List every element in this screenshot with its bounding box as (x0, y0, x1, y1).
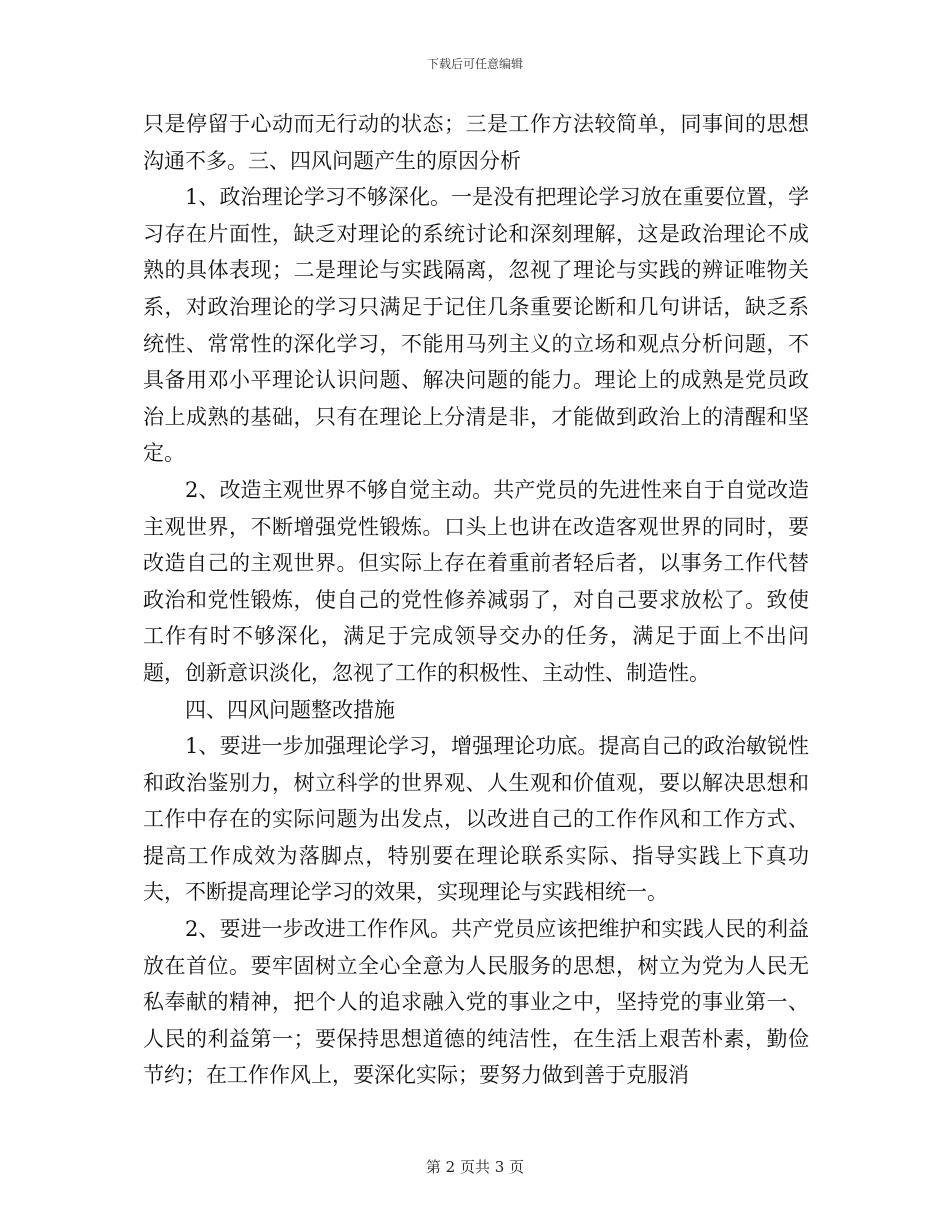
paragraph-cause-2: 2、改造主观世界不够自觉主动。共产党员的先进性来自于自觉改造主观世界，不断增强党性锻炼。口头上也讲在改造客观世界的同时，要改造自己的主观世界。但实际上存在着重前者轻后者，以事务工作代替政治和党性锻炼，使自己的党性修养减弱了，对自己要求放松了。致使工作有时不够深化，满足于完成领导交办的任务，满足于面上不出问题，创新意识淡化，忽视了工作的积极性、主动性、制造性。 (143, 477, 809, 685)
paragraph-measure-1: 1、要进一步加强理论学习，增强理论功底。提高自己的政治敏锐性和政治鉴别力，树立科学的世界观、人生观和价值观，要以解决思想和工作中存在的实际问题为出发点，以改进自己的工作作风和工作方式、提高工作成效为落脚点，特别要在理论联系实际、指导实践上下真功夫，不断提高理论学习的效果，实现理论与实践相统一。 (143, 734, 809, 905)
paragraph-measure-2: 2、要进一步改进工作作风。共产党员应该把维护和实践人民的利益放在首位。要牢固树立全心全意为人民服务的思想，树立为党为人民无私奉献的精神，把个人的追求融入党的事业之中，坚持党的事业第一、人民的利益第一；要保持思想道德的纯洁性，在生活上艰苦朴素，勤俭节约；在工作作风上，要深化实际；要努力做到善于克服消 (143, 917, 809, 1088)
section-heading-rectification: 四、四风问题整改措施 (185, 697, 395, 722)
paragraph-continuation: 只是停留于心动而无行动的状态；三是工作方法较简单，同事间的思想沟通不多。三、四风问题产生的原因分析 (143, 112, 809, 173)
document-body (143, 106, 809, 1094)
paragraph-cause-1: 1、政治理论学习不够深化。一是没有把理论学习放在重要位置，学习存在片面性，缺乏对理论的系统讨论和深刻理解，这是政治理论不成熟的具体表现；二是理论与实践隔离，忽视了理论与实践的辨证唯物关系，对政治理论的学习只满足于记住几条重要论断和几句讲话，缺乏系统性、常常性的深化学习，不能用马列主义的立场和观点分析问题，不具备用邓小平理论认识问题、解决问题的能力。理论上的成熟是党员政治上成熟的基础，只有在理论上分清是非，才能做到政治上的清醒和坚定。 (143, 185, 809, 466)
page-header: 下载后可任意编辑 (426, 57, 523, 71)
page-number-footer: 第 2 页共 3 页 (425, 1158, 525, 1176)
